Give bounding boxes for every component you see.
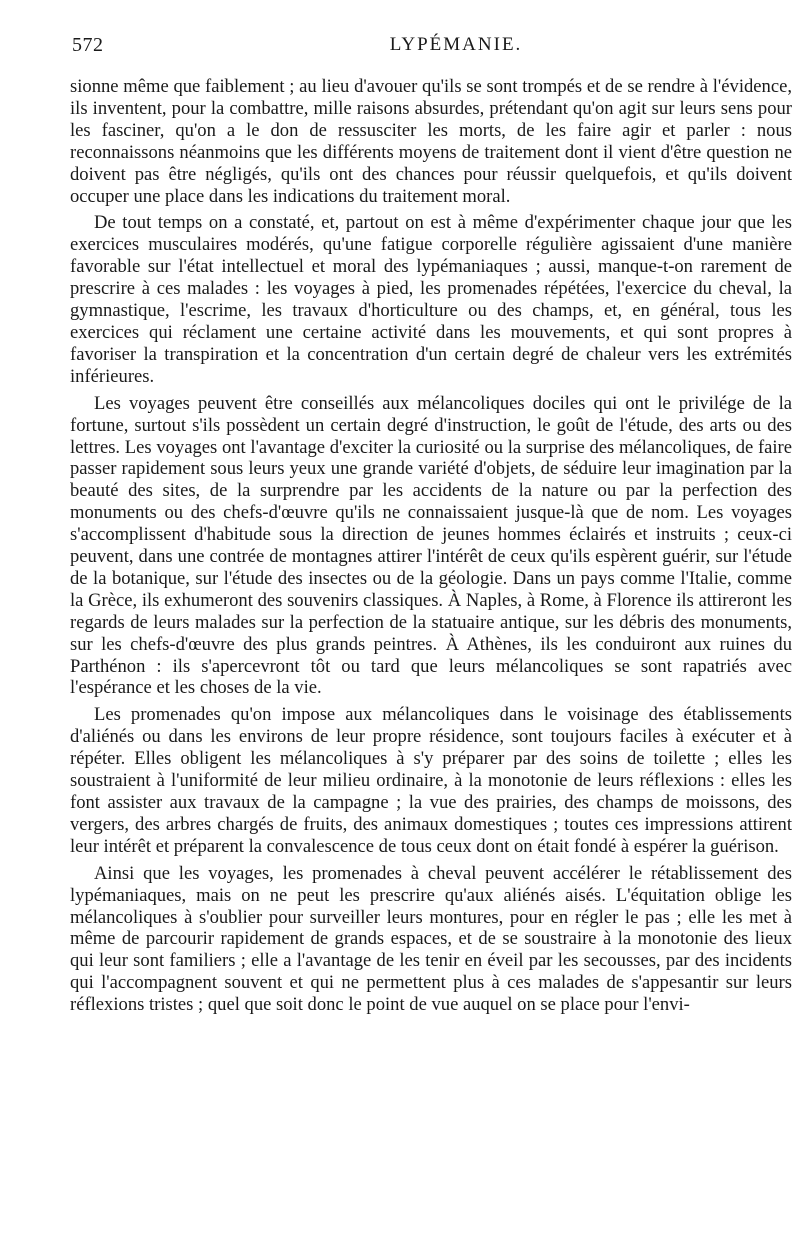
paragraph-exercises: De tout temps on a constaté, et, partout on est à même d'expérimenter chaque jour que les exercices musculaires modérés, qu'une fatigue corporelle régulière agissaient d'une manière favorable sur l'état intellectuel et moral des lypémaniaques ; aussi, manque-t-on rarement de prescrire à ces malades : les voyages à pied, les promenades répétées, l'exercice du cheval, la gymnastique, l'escrime, les travaux d'horticulture ou des champs, et, en général, tous les exercices qui réclament une certaine activité dans les mouvements, et qui sont propres à favoriser la transpiration et la concentration d'un certain degré de chaleur vers les extrémités inférieures.	[70, 212, 792, 387]
page-header	[70, 32, 792, 60]
paragraph-walks: Les promenades qu'on impose aux mélancoliques dans le voisinage des établissements d'aliénés ou dans les environs de leur propre résidence, sont toujours faciles à exécuter et à répéter. Elles obligent les mélancoliques à s'y préparer par des soins de toilette ; elles les soustraient à l'uniformité de leur milieu ordinaire, à la monotonie de leurs réflexions : elles les font assister aux travaux de la campagne ; la vue des prairies, des champs de moissons, des vergers, des arbres chargés de fruits, des animaux domestiques ; toutes ces impressions attirent leur intérêt et préparent la convalescence de tous ceux dont on était fondé à espérer la guérison.	[70, 704, 792, 857]
body-text	[70, 76, 792, 1016]
page-number: 572	[72, 34, 104, 56]
paragraph-continuation: sionne même que faiblement ; au lieu d'avouer qu'ils se sont trompés et de se rendre à l'évidence, ils inventent, pour la combattre, mille raisons absurdes, prétendant qu'on agit sur leurs sens pour les fasciner, qu'on a le don de ressusciter les morts, de les faire agir et parler : nous reconnaissons néanmoins que les différents moyens de traitement dont il vient d'être question ne doivent pas être négligés, qu'ils ont des chances pour réussir quelquefois, et qu'ils doivent occuper une place dans les indications du traitement moral.	[70, 76, 792, 207]
book-page	[70, 32, 792, 1021]
running-title: LYPÉMANIE.	[389, 34, 523, 55]
paragraph-travels: Les voyages peuvent être conseillés aux mélancoliques dociles qui ont le privilége de la fortune, surtout s'ils possèdent un certain degré d'instruction, le goût de l'étude, des arts ou des lettres. Les voyages ont l'avantage d'exciter la curiosité ou la surprise des mélancoliques, de faire passer rapidement sous leurs yeux une grande variété d'objets, de séduire leur imagination par la beauté des sites, de la surprendre par les accidents de la nature ou par la perfection des monuments ou des chefs-d'œuvre qu'ils ne connaissaient jusque-là que de nom. Les voyages s'accomplissent d'habitude sous la direction de jeunes hommes éclairés et instruits ; ceux-ci peuvent, dans une contrée de montagnes attirer l'intérêt de ceux qu'ils espèrent guérir, sur l'étude de la botanique, sur l'étude des insectes ou de la géologie. Dans un pays comme l'Italie, comme la Grèce, ils exhumeront des souvenirs classiques. À Naples, à Rome, à Florence ils attireront les regards de leurs malades sur la perfection de la statuaire antique, sur les débris des monuments, sur les chefs-d'œuvre des plus grands peintres. À Athènes, ils les conduiront aux ruines du Parthénon : ils s'apercevront tôt ou tard que leurs mélancoliques se sont rapatriés avec l'espérance et les choses de la vie.	[70, 392, 792, 699]
paragraph-horse-riding: Ainsi que les voyages, les promenades à cheval peuvent accélérer le rétablissement des lypémaniaques, mais on ne peut les prescrire qu'aux aliénés aisés. L'équitation oblige les mélancoliques à s'oublier pour surveiller leurs montures, pour en régler le pas ; elle les met à même de parcourir rapidement de grands espaces, et de se soustraire à la monotonie des lieux qui leur sont familiers ; elle a l'avantage de les tenir en éveil par les secousses, par des incidents qui l'accompagnent souvent et qui ne permettent plus à ces malades de s'appesantir sur leurs réflexions tristes ; quel que soit donc le point de vue auquel on se place pour l'envi-	[70, 862, 792, 1016]
